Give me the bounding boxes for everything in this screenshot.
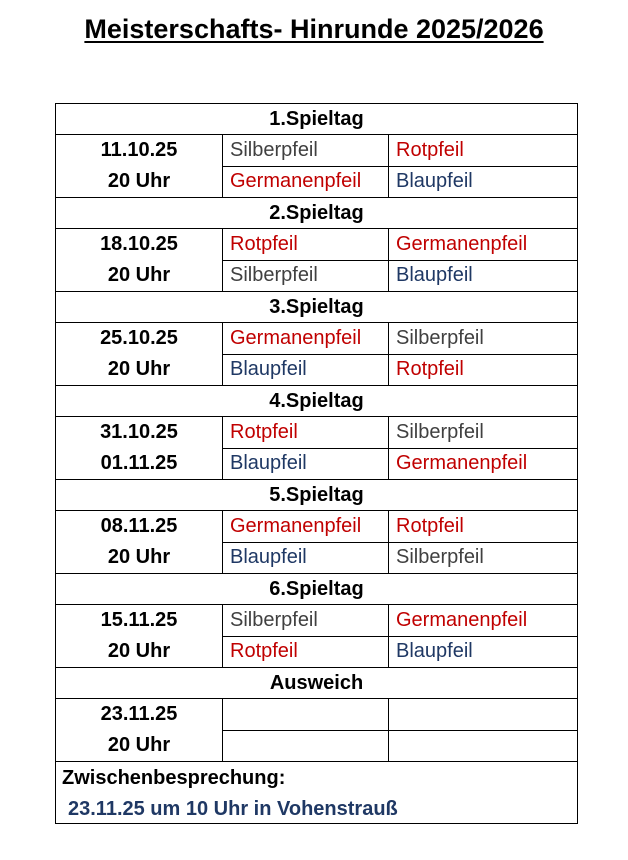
round-date-cell	[56, 699, 223, 762]
round-date: 25.10.25	[100, 327, 178, 349]
round-date-cell	[56, 605, 223, 668]
home-team: Silberpfeil	[223, 260, 389, 292]
match-row	[56, 229, 578, 261]
round-header-row	[56, 198, 578, 229]
round-date: 31.10.25	[100, 421, 178, 443]
round-date: 23.11.25	[100, 703, 178, 725]
round-date: 18.10.25	[100, 233, 178, 255]
round-header-row	[56, 480, 578, 511]
note-row	[56, 762, 578, 824]
meeting-note	[56, 762, 578, 824]
match-row	[56, 511, 578, 543]
round-label: 4.Spieltag	[56, 386, 578, 417]
away-team: Silberpfeil	[389, 323, 578, 355]
home-team: Rotpfeil	[223, 229, 389, 261]
round-label: 2.Spieltag	[56, 198, 578, 229]
round-label: 5.Spieltag	[56, 480, 578, 511]
match-row	[56, 699, 578, 731]
round-time: 20 Uhr	[107, 170, 171, 192]
round-header-row	[56, 386, 578, 417]
away-team: Germanenpfeil	[389, 605, 578, 637]
home-team: Silberpfeil	[223, 605, 389, 637]
round-label: 1.Spieltag	[56, 104, 578, 135]
home-team: Blaupfeil	[223, 448, 389, 480]
away-team: Rotpfeil	[389, 135, 578, 167]
home-team: Rotpfeil	[223, 636, 389, 668]
home-team: Germanenpfeil	[223, 323, 389, 355]
round-time: 20 Uhr	[107, 546, 171, 568]
round-date: 11.10.25	[100, 139, 178, 161]
meeting-details: 23.11.25 um 10 Uhr in Vohenstrauß	[68, 798, 398, 820]
away-team: Silberpfeil	[389, 417, 578, 449]
home-team	[223, 699, 389, 731]
away-team: Germanenpfeil	[389, 448, 578, 480]
round-date-cell	[56, 323, 223, 386]
meeting-heading: Zwischenbesprechung:	[62, 767, 286, 789]
round-date: 15.11.25	[100, 609, 178, 631]
round-label: 6.Spieltag	[56, 574, 578, 605]
round-header-row	[56, 292, 578, 323]
away-team: Germanenpfeil	[389, 229, 578, 261]
away-team	[389, 730, 578, 762]
away-team: Blaupfeil	[389, 636, 578, 668]
match-row	[56, 323, 578, 355]
round-time: 01.11.25	[100, 452, 178, 474]
round-time: 20 Uhr	[107, 734, 171, 756]
home-team	[223, 730, 389, 762]
home-team: Silberpfeil	[223, 135, 389, 167]
home-team: Blaupfeil	[223, 542, 389, 574]
round-date-cell	[56, 417, 223, 480]
round-header-row	[56, 574, 578, 605]
round-time: 20 Uhr	[107, 264, 171, 286]
away-team: Rotpfeil	[389, 511, 578, 543]
round-date: 08.11.25	[100, 515, 178, 537]
round-time: 20 Uhr	[107, 358, 171, 380]
round-date-cell	[56, 511, 223, 574]
away-team: Silberpfeil	[389, 542, 578, 574]
round-label: Ausweich	[56, 668, 578, 699]
home-team: Germanenpfeil	[223, 166, 389, 198]
round-date-cell	[56, 229, 223, 292]
schedule-table	[55, 103, 578, 824]
away-team: Blaupfeil	[389, 260, 578, 292]
match-row	[56, 135, 578, 167]
round-date-cell	[56, 135, 223, 198]
home-team: Germanenpfeil	[223, 511, 389, 543]
away-team: Rotpfeil	[389, 354, 578, 386]
round-time: 20 Uhr	[107, 640, 171, 662]
away-team	[389, 699, 578, 731]
home-team: Blaupfeil	[223, 354, 389, 386]
round-header-row	[56, 104, 578, 135]
page-title	[0, 14, 628, 45]
page-title-text: Meisterschafts- Hinrunde 2025/2026	[84, 14, 544, 44]
round-label: 3.Spieltag	[56, 292, 578, 323]
round-header-row	[56, 668, 578, 699]
match-row	[56, 605, 578, 637]
away-team: Blaupfeil	[389, 166, 578, 198]
match-row	[56, 417, 578, 449]
home-team: Rotpfeil	[223, 417, 389, 449]
